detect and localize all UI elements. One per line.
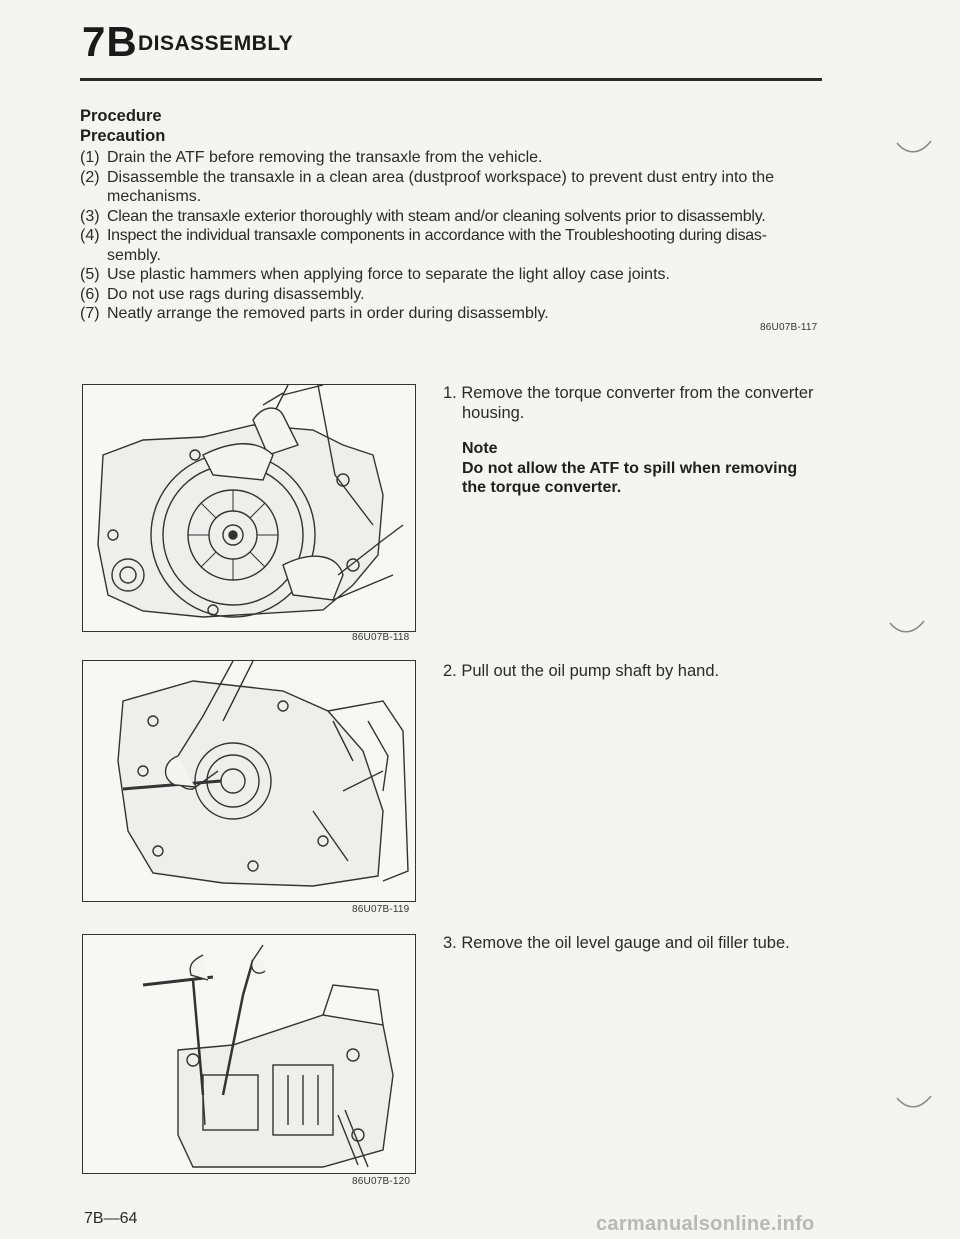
precaution-number: (7): [80, 305, 100, 322]
watermark: carmanualsonline.info: [596, 1213, 815, 1235]
procedure-heading: Procedure: [80, 107, 162, 125]
precaution-item: [80, 285, 828, 305]
precaution-item: [80, 265, 828, 285]
precaution-number: (3): [80, 207, 100, 225]
margin-mark: [888, 615, 928, 645]
precaution-text: Inspect the individual transaxle components in accordance with the Troubleshooting during disas-: [107, 227, 767, 244]
note-text: [462, 460, 832, 497]
precaution-text: Disassemble the transaxle in a clean area (dustproof workspace) to prevent dust entry into the: [107, 168, 775, 186]
margin-mark: [895, 1090, 935, 1120]
margin-mark: [895, 135, 935, 165]
oil-level-gauge-illustration: [83, 935, 415, 1173]
oil-pump-shaft-illustration: [83, 661, 415, 901]
precaution-number: (1): [80, 149, 100, 166]
torque-converter-illustration: [83, 385, 415, 631]
precaution-item: [80, 148, 828, 168]
precaution-item: [80, 226, 828, 265]
note-line: Do not allow the ATF to spill when removing: [462, 460, 798, 477]
torque-converter-figure: [82, 384, 416, 632]
precaution-item: [80, 168, 828, 207]
note-line: the torque converter.: [462, 478, 622, 496]
precaution-number: (2): [80, 168, 100, 186]
note-heading: Note: [462, 440, 498, 457]
section-title: DISASSEMBLY: [138, 32, 294, 55]
step-text: 2. Pull out the oil pump shaft by hand.: [443, 662, 720, 680]
procedure-ref-code: 86U07B-117: [760, 322, 818, 333]
header-rule: [80, 78, 822, 81]
precaution-number: (5): [80, 266, 100, 283]
precaution-text: Drain the ATF before removing the transaxle from the vehicle.: [107, 149, 543, 166]
step-text-continued: housing.: [462, 403, 525, 422]
oil-pump-shaft-figure: [82, 660, 416, 902]
precaution-number: (4): [80, 227, 100, 244]
precaution-text-continued: mechanisms.: [107, 188, 202, 205]
precaution-item: [80, 207, 828, 227]
precaution-list: [80, 148, 828, 324]
precaution-item: [80, 304, 828, 324]
figure-code-1: 86U07B-118: [352, 632, 410, 643]
page-number: 7B—64: [84, 1210, 138, 1227]
precaution-text: Use plastic hammers when applying force to separate the light alloy case joints.: [107, 266, 670, 283]
step-2: [443, 662, 827, 682]
step-text: 1. Remove the torque converter from the converter: [443, 384, 814, 402]
oil-level-gauge-figure: [82, 934, 416, 1174]
step-text: 3. Remove the oil level gauge and oil filler tube.: [443, 934, 790, 952]
step-3: [443, 934, 827, 954]
step-1: [443, 384, 827, 423]
precaution-text-continued: sembly.: [107, 246, 161, 264]
figure-code-2: 86U07B-119: [352, 904, 410, 915]
section-code: 7B: [82, 18, 138, 65]
precaution-text: Do not use rags during disassembly.: [107, 285, 365, 303]
precaution-text: Neatly arrange the removed parts in order during disassembly.: [107, 305, 549, 322]
figure-code-3: 86U07B-120: [352, 1176, 411, 1187]
precaution-number: (6): [80, 285, 100, 303]
precaution-heading: Precaution: [80, 127, 166, 145]
precaution-text: Clean the transaxle exterior thoroughly with steam and/or cleaning solvents prior to disassembly.: [107, 207, 766, 225]
